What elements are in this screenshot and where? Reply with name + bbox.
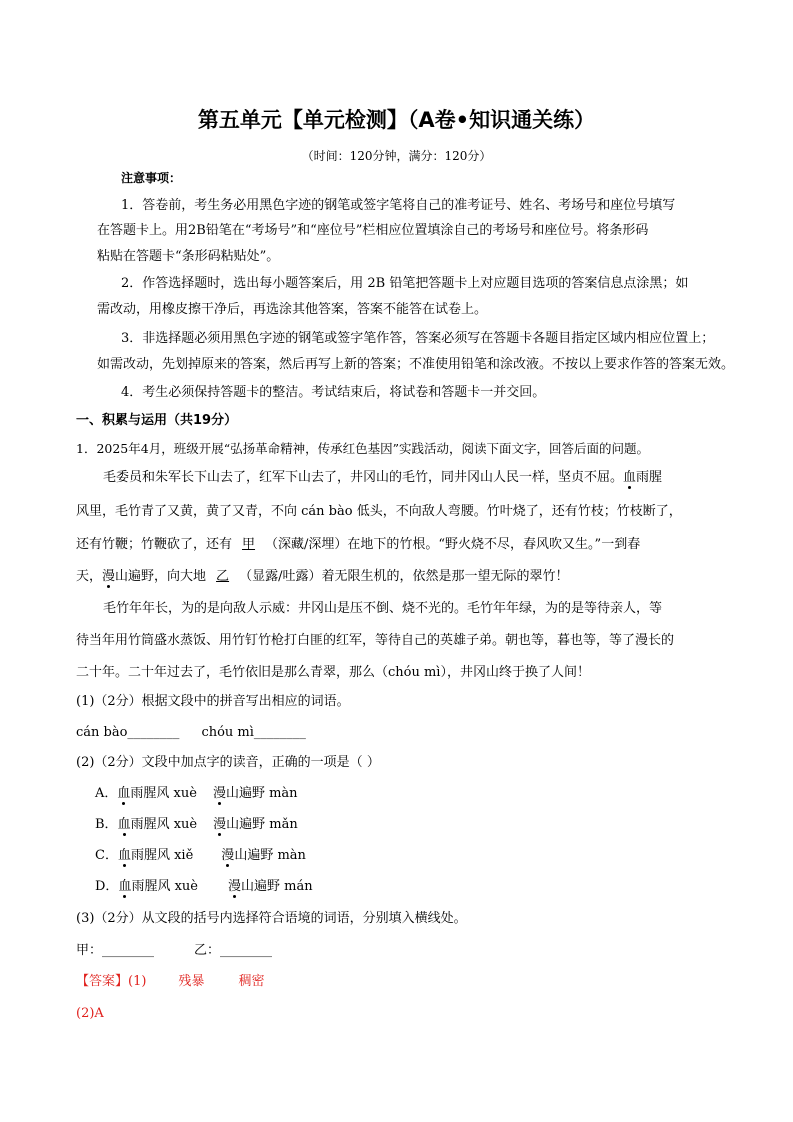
notice-line: 如需改动，先划掉原来的答案，然后再写上新的答案；不准使用铅笔和涂改液。不按以上要求作答的答案无效。 xyxy=(97,357,735,372)
notice-heading: 注意事项： xyxy=(121,171,182,185)
blank-canbao: cán bào________ xyxy=(76,725,180,740)
notice-line: 1．答卷前，考生务必用黑色字迹的钢笔或签字笔将自己的准考证号、姓名、考场号和座位号填写 xyxy=(121,198,676,213)
passage-line: 待当年用竹筒盛水蒸饭、用竹钉竹枪打白匪的红军，等待自己的英雄子弟。朝也等，暮也等，等了漫长的 xyxy=(76,633,675,648)
notice-line: 需改动，用橡皮擦干净后，再选涂其他答案，答案不能答在试卷上。 xyxy=(97,302,488,317)
notice-line: 粘贴在答题卡“条形码粘贴处”。 xyxy=(97,249,280,264)
option-a: A．血雨腥风 xuè 漫山遍野 màn xyxy=(95,786,298,801)
sub-question-1-stem: (1)（2分）根据文段中的拼音写出相应的词语。 xyxy=(76,694,350,709)
option-d: D．血雨腥风 xuè 漫山遍野 mán xyxy=(95,879,313,894)
sub-question-3-stem: (3)（2分）从文段的括号内选择符合语境的词语，分别填入横线处。 xyxy=(76,911,467,926)
passage-line: 风里，毛竹青了又黄，黄了又青，不向 cán bào 低头，不向敌人弯腰。竹叶烧了，还有竹枝；竹枝断了， xyxy=(76,504,682,519)
blank-jia: 甲 xyxy=(242,537,256,552)
notice-line: 3．非选择题必须用黑色字迹的钢笔或签字笔作答，答案必须写在答题卡各题目指定区域内相应位置上； xyxy=(121,331,715,346)
passage-line: 还有竹鞭；竹鞭砍了，还有 甲 （深藏/深埋）在地下的竹根。“野火烧不尽，春风吹又生。”一到春 xyxy=(76,537,641,552)
blank-jia-answer: 甲：________ xyxy=(76,943,155,958)
passage-line: 毛委员和朱军长下山去了，红军下山去了，井冈山的毛竹，同井冈山人民一样，坚贞不屈。血雨腥 xyxy=(103,470,663,485)
blank-choumi: chóu mì________ xyxy=(201,725,306,740)
answer-word-2: 稠密 xyxy=(238,974,265,989)
answer-line xyxy=(76,973,264,991)
option-b: B．血雨腥风 xuè 漫山遍野 mǎn xyxy=(95,817,298,832)
answer-label: 【答案】(1) xyxy=(76,974,147,989)
dotted-char: 血 xyxy=(623,470,637,485)
question-1-intro: 1．2025年4月，班级开展“弘扬革命精神，传承红色基因”实践活动，阅读下面文字，回答后面的问题。 xyxy=(76,441,649,456)
option-c: C．血雨腥风 xiě 漫山遍野 màn xyxy=(95,848,306,863)
page-title: 第五单元【单元检测】（A卷•知识通关练） xyxy=(197,108,596,132)
blank-yi: 乙 xyxy=(216,569,230,584)
dotted-char: 漫 xyxy=(102,569,116,584)
sub-question-3-blanks xyxy=(76,942,272,960)
passage-line: 二十年。二十年过去了，毛竹依旧是那么青翠，那么（chóu mì），井冈山终于换了人间！ xyxy=(76,665,590,680)
blank-yi-answer: 乙：________ xyxy=(194,943,273,958)
passage-line: 天，漫山遍野，向大地 乙 （显露/吐露）着无限生机的，依然是那一望无际的翠竹！ xyxy=(76,569,569,584)
notice-line: 2．作答选择题时，选出每小题答案后，用 2B 铅笔把答题卡上对应题目选项的答案信息点涂黑；如 xyxy=(121,276,689,291)
section-heading: 一、积累与运用（共19分） xyxy=(76,413,238,428)
notice-line: 4．考生必须保持答题卡的整洁。考试结束后，将试卷和答题卡一并交回。 xyxy=(121,385,546,400)
answer-line-2: (2)A xyxy=(76,1006,104,1021)
sub-question-1-blanks xyxy=(76,724,306,742)
notice-line: 在答题卡上。用2B铅笔在“考场号”和“座位号”栏相应位置填涂自己的考场号和座位号。将条形码 xyxy=(97,223,649,238)
answer-word-1: 残暴 xyxy=(178,974,205,989)
sub-question-2-stem: (2)（2分）文段中加点字的读音，正确的一项是（ ） xyxy=(76,755,380,770)
passage-line: 毛竹年年长，为的是向敌人示威：井冈山是压不倒、烧不光的。毛竹年年绿，为的是等待亲人，等 xyxy=(103,601,663,616)
page-subtitle: （时间：120分钟，满分：120分） xyxy=(301,149,492,163)
